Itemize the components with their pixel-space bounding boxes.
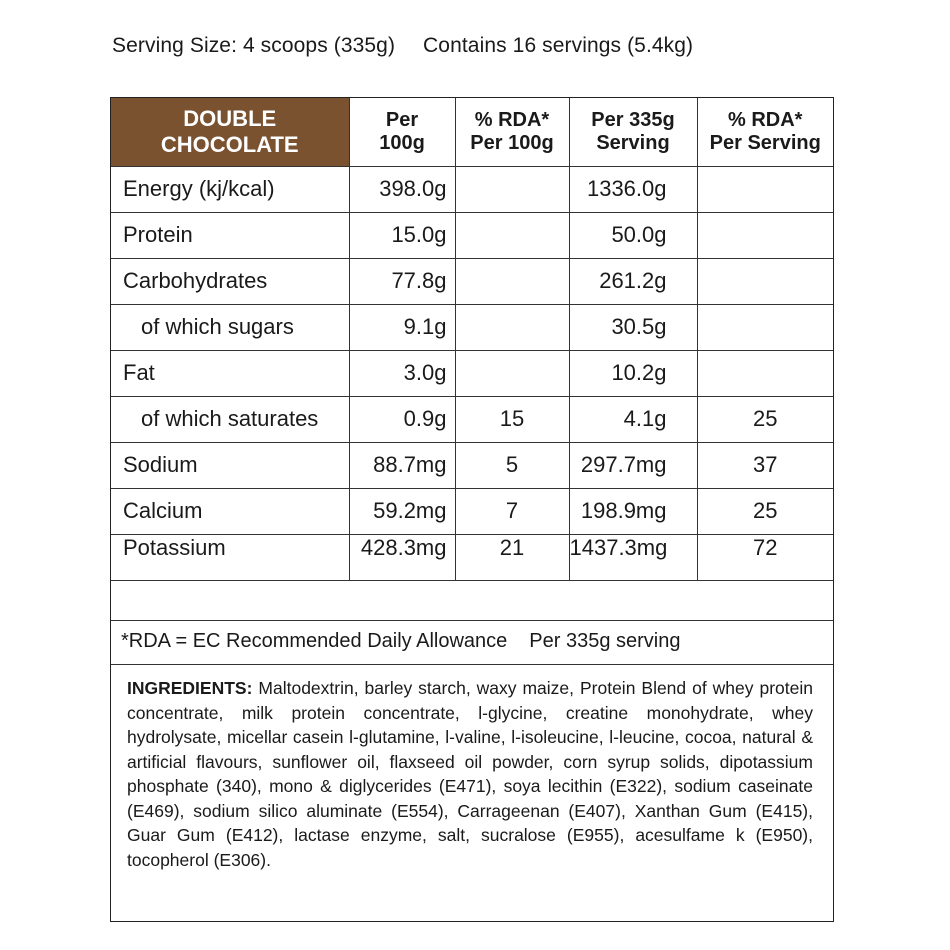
value-per-100g: 88.7mg [349, 442, 455, 488]
rda-per-100g [455, 258, 569, 304]
header-line: % RDA* [474, 108, 550, 131]
table-header-row [111, 98, 833, 166]
header-line: Serving [596, 131, 670, 154]
rda-per-100g [455, 304, 569, 350]
product-name-line-1: DOUBLE [183, 105, 277, 131]
servings-count: Contains 16 servings (5.4kg) [423, 34, 694, 57]
column-header-per-100g [349, 98, 455, 166]
column-header-per-serving [569, 98, 697, 166]
value-per-100g: 0.9g [349, 396, 455, 442]
value-per-100g: 15.0g [349, 212, 455, 258]
value-per-100g: 59.2mg [349, 488, 455, 534]
table-row [111, 166, 833, 212]
value-per-serving: 1437.3mg [569, 534, 697, 580]
rda-per-serving [697, 166, 833, 212]
value-per-100g: 3.0g [349, 350, 455, 396]
nutrient-name: Energy (kj/kcal) [111, 166, 349, 212]
column-header-rda-per-serving [697, 98, 833, 166]
nutrient-name: of which saturates [111, 396, 349, 442]
serving-info [112, 34, 693, 58]
value-per-serving: 4.1g [569, 396, 697, 442]
header-line: Per 335g [591, 108, 675, 131]
table-row [111, 534, 833, 580]
nutrient-name: Sodium [111, 442, 349, 488]
value-per-serving: 1336.0g [569, 166, 697, 212]
nutrient-name: Potassium [111, 534, 349, 580]
rda-per-100g: 7 [455, 488, 569, 534]
header-line: Per 100g [470, 131, 554, 154]
ingredients-label: INGREDIENTS: [127, 678, 253, 698]
value-per-100g: 9.1g [349, 304, 455, 350]
value-per-100g: 398.0g [349, 166, 455, 212]
column-header-rda-per-100g [455, 98, 569, 166]
rda-per-100g [455, 212, 569, 258]
table-row [111, 304, 833, 350]
rda-per-serving [697, 258, 833, 304]
nutrient-name: Calcium [111, 488, 349, 534]
nutrient-name: Carbohydrates [111, 258, 349, 304]
rda-per-100g: 5 [455, 442, 569, 488]
table-row [111, 396, 833, 442]
product-name [111, 98, 349, 166]
value-per-serving: 261.2g [569, 258, 697, 304]
nutrient-name: Protein [111, 212, 349, 258]
rda-per-serving: 25 [697, 488, 833, 534]
rda-per-serving: 72 [697, 534, 833, 580]
table-row [111, 212, 833, 258]
table-row [111, 488, 833, 534]
rda-definition: *RDA = EC Recommended Daily Allowance [121, 630, 508, 652]
nutrient-name: Fat [111, 350, 349, 396]
table-row [111, 350, 833, 396]
ingredients-text: Maltodextrin, barley starch, waxy maize, Protein Blend of whey protein concentrate, milk protein concentrate, l-glycine, creatine monohydrate, whey hydrolysate, micellar casein l-glutamine, l-valine, l-isoleucine, l-leucine, cocoa, natural & artificial flavours, sunflower oil, flaxseed oil powder, corn syrup solids, dipotassium phosphate (340), mono & diglycerides (E471), soya lecithin (E322), sodium caseinate (E469), sodium silico aluminate (E554), Carrageenan (E407), Xanthan Gum (E415), Guar Gum (E412), lactase enzyme, salt, sucralose (E955), acesulfame k (E950), tocopherol (E306). [127, 678, 813, 870]
nutrition-table [111, 98, 833, 581]
value-per-serving: 50.0g [569, 212, 697, 258]
nutrition-panel [110, 97, 834, 922]
value-per-serving: 10.2g [569, 350, 697, 396]
rda-footnote [111, 620, 833, 665]
value-per-100g: 428.3mg [349, 534, 455, 580]
table-row [111, 442, 833, 488]
rda-per-serving [697, 212, 833, 258]
per-serving-note: Per 335g serving [529, 630, 681, 652]
rda-per-100g: 21 [455, 534, 569, 580]
value-per-serving: 297.7mg [569, 442, 697, 488]
value-per-serving: 30.5g [569, 304, 697, 350]
serving-size: Serving Size: 4 scoops (335g) [112, 34, 396, 57]
header-line: 100g [379, 131, 425, 154]
rda-per-100g: 15 [455, 396, 569, 442]
rda-per-100g [455, 166, 569, 212]
ingredients-section [127, 676, 813, 872]
header-line: % RDA* [728, 108, 803, 131]
header-line: Per [385, 108, 419, 131]
rda-per-serving [697, 350, 833, 396]
rda-per-serving [697, 304, 833, 350]
value-per-100g: 77.8g [349, 258, 455, 304]
rda-per-serving: 25 [697, 396, 833, 442]
header-line: Per Serving [709, 131, 821, 154]
value-per-serving: 198.9mg [569, 488, 697, 534]
table-row [111, 258, 833, 304]
product-name-line-2: CHOCOLATE [160, 131, 299, 157]
nutrient-name: of which sugars [111, 304, 349, 350]
rda-per-100g [455, 350, 569, 396]
rda-per-serving: 37 [697, 442, 833, 488]
